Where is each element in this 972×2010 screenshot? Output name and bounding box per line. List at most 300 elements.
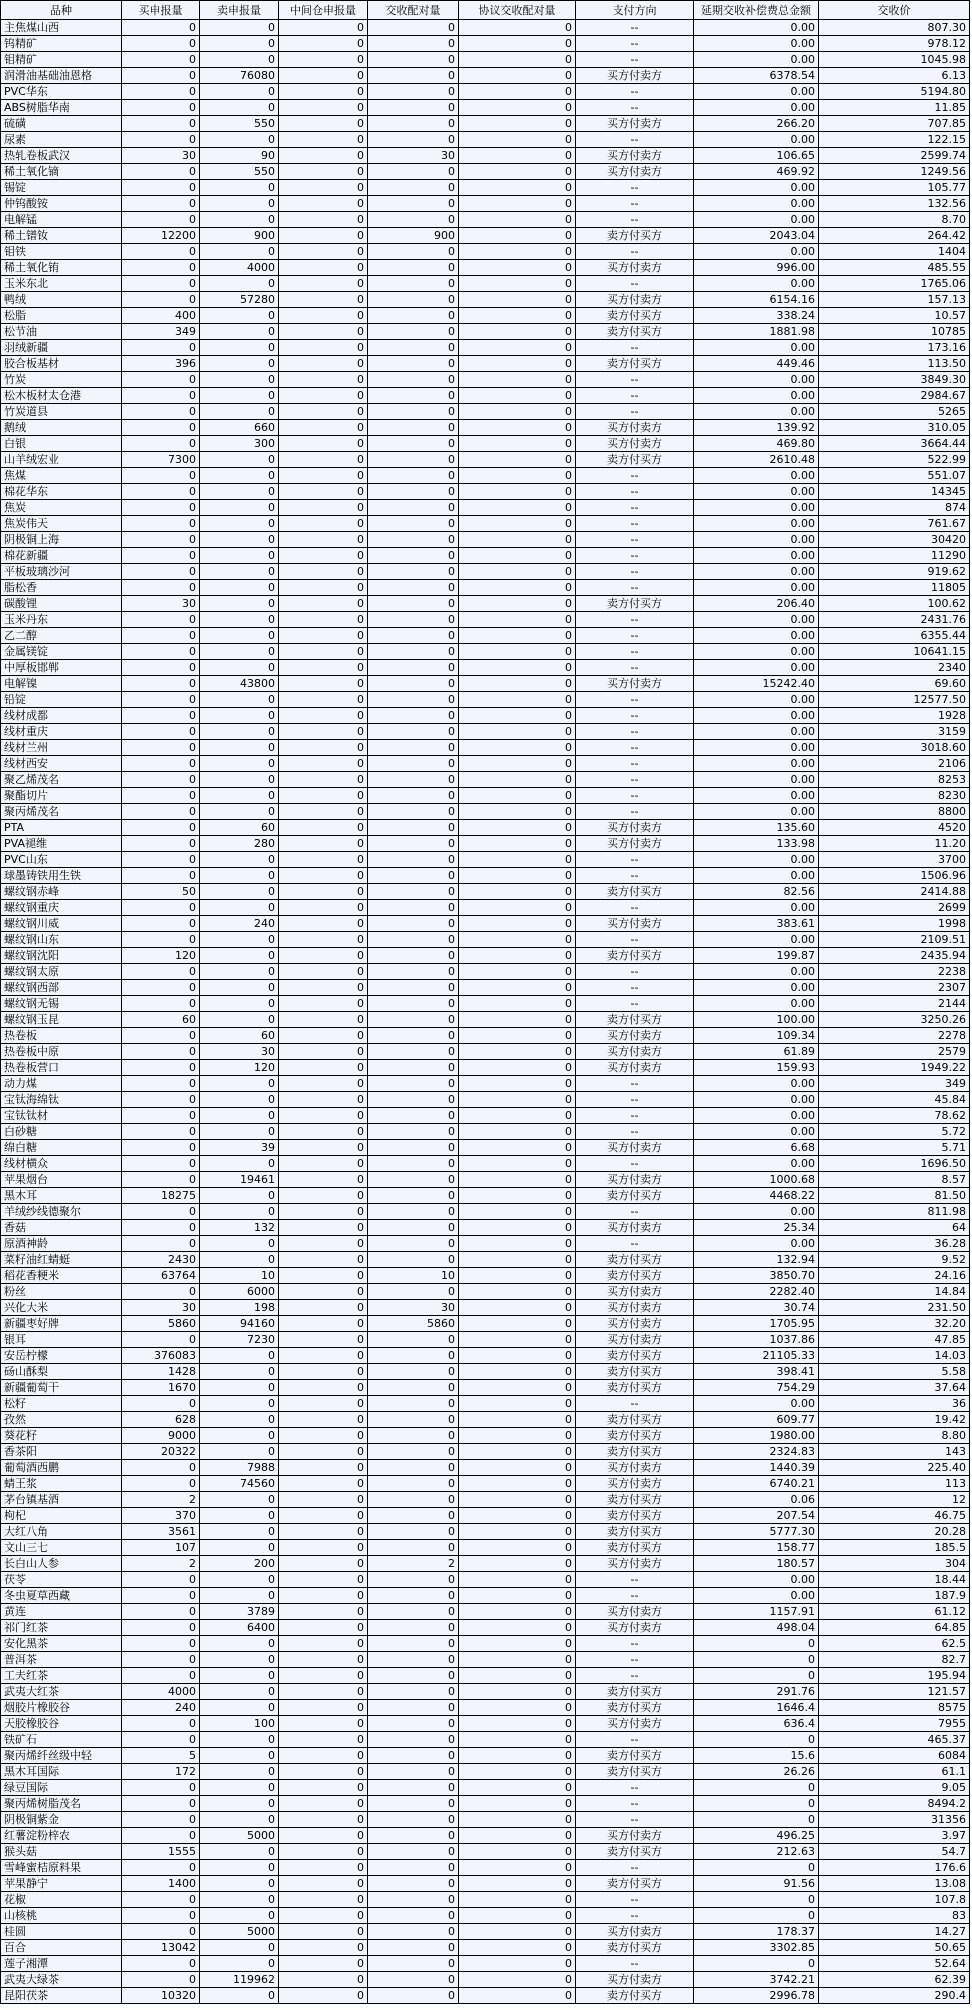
cell-intermediate-declared: 0 (279, 916, 368, 932)
cell-settlement-price: 195.94 (819, 1668, 970, 1684)
cell-intermediate-declared: 0 (279, 820, 368, 836)
cell-matched: 0 (368, 1700, 459, 1716)
cell-matched: 0 (368, 1428, 459, 1444)
cell-matched: 0 (368, 1652, 459, 1668)
cell-payment-direction: 买方付卖方 (576, 68, 694, 84)
table-row (1, 916, 970, 932)
cell-agreement-matched: 0 (459, 68, 576, 84)
cell-intermediate-declared: 0 (279, 388, 368, 404)
cell-product: 螺纹钢西部 (1, 980, 122, 996)
cell-agreement-matched: 0 (459, 1780, 576, 1796)
cell-deferred-compensation: 106.65 (694, 148, 819, 164)
cell-buy-declared: 0 (122, 708, 200, 724)
table-row (1, 900, 970, 916)
cell-payment-direction: -- (576, 1236, 694, 1252)
cell-deferred-compensation: 0.00 (694, 468, 819, 484)
cell-deferred-compensation: 1157.91 (694, 1604, 819, 1620)
table-row (1, 276, 970, 292)
cell-deferred-compensation: 139.92 (694, 420, 819, 436)
cell-product: 线材重庆 (1, 724, 122, 740)
cell-agreement-matched: 0 (459, 1380, 576, 1396)
table-row (1, 804, 970, 820)
cell-matched: 0 (368, 1012, 459, 1028)
cell-deferred-compensation: 496.25 (694, 1828, 819, 1844)
cell-product: 阴极铜上海 (1, 532, 122, 548)
cell-intermediate-declared: 0 (279, 404, 368, 420)
cell-sell-declared: 120 (200, 1060, 279, 1076)
cell-settlement-price: 52.64 (819, 1956, 970, 1972)
cell-deferred-compensation: 291.76 (694, 1684, 819, 1700)
table-row (1, 1684, 970, 1700)
cell-agreement-matched: 0 (459, 1748, 576, 1764)
table-row (1, 1716, 970, 1732)
cell-product: 线材西安 (1, 756, 122, 772)
cell-buy-declared: 0 (122, 1780, 200, 1796)
cell-payment-direction: -- (576, 980, 694, 996)
cell-matched: 0 (368, 68, 459, 84)
cell-agreement-matched: 0 (459, 676, 576, 692)
cell-deferred-compensation: 21105.33 (694, 1348, 819, 1364)
cell-settlement-price: 11.85 (819, 100, 970, 116)
cell-sell-declared: 132 (200, 1220, 279, 1236)
cell-payment-direction: -- (576, 468, 694, 484)
cell-payment-direction: -- (576, 724, 694, 740)
cell-agreement-matched: 0 (459, 100, 576, 116)
cell-settlement-price: 3250.26 (819, 1012, 970, 1028)
header-deferred-compensation: 延期交收补偿费总金额 (694, 1, 819, 20)
cell-intermediate-declared: 0 (279, 1780, 368, 1796)
cell-product: 蜻王浆 (1, 1476, 122, 1492)
table-row (1, 244, 970, 260)
cell-buy-declared: 0 (122, 1204, 200, 1220)
cell-agreement-matched: 0 (459, 1108, 576, 1124)
cell-buy-declared: 0 (122, 660, 200, 676)
cell-product: 竹炭 (1, 372, 122, 388)
cell-deferred-compensation: 1440.39 (694, 1460, 819, 1476)
cell-buy-declared: 2430 (122, 1252, 200, 1268)
cell-deferred-compensation: 0.00 (694, 404, 819, 420)
cell-payment-direction: -- (576, 628, 694, 644)
table-row (1, 772, 970, 788)
cell-agreement-matched: 0 (459, 1556, 576, 1572)
cell-product: 黑木耳 (1, 1188, 122, 1204)
cell-product: 大红八角 (1, 1524, 122, 1540)
cell-sell-declared: 0 (200, 1668, 279, 1684)
cell-agreement-matched: 0 (459, 884, 576, 900)
cell-settlement-price: 1506.96 (819, 868, 970, 884)
cell-payment-direction: 卖方付买方 (576, 1524, 694, 1540)
cell-payment-direction: 卖方付买方 (576, 228, 694, 244)
cell-product: 竹炭道县 (1, 404, 122, 420)
cell-agreement-matched: 0 (459, 1460, 576, 1476)
cell-buy-declared: 400 (122, 308, 200, 324)
cell-matched: 0 (368, 212, 459, 228)
cell-intermediate-declared: 0 (279, 1636, 368, 1652)
cell-sell-declared: 0 (200, 1012, 279, 1028)
cell-sell-declared: 0 (200, 1748, 279, 1764)
cell-matched: 0 (368, 436, 459, 452)
cell-product: 线材成都 (1, 708, 122, 724)
cell-agreement-matched: 0 (459, 1428, 576, 1444)
cell-intermediate-declared: 0 (279, 1988, 368, 2004)
cell-matched: 0 (368, 1124, 459, 1140)
table-row (1, 1204, 970, 1220)
cell-deferred-compensation: 266.20 (694, 116, 819, 132)
cell-agreement-matched: 0 (459, 1028, 576, 1044)
cell-payment-direction: -- (576, 788, 694, 804)
table-row (1, 1076, 970, 1092)
cell-matched: 0 (368, 1044, 459, 1060)
cell-settlement-price: 5.72 (819, 1124, 970, 1140)
cell-matched: 0 (368, 1540, 459, 1556)
cell-deferred-compensation: 25.34 (694, 1220, 819, 1236)
cell-payment-direction: -- (576, 100, 694, 116)
cell-intermediate-declared: 0 (279, 292, 368, 308)
cell-sell-declared: 0 (200, 532, 279, 548)
cell-intermediate-declared: 0 (279, 1828, 368, 1844)
header-intermediate-declared: 中间仓申报量 (279, 1, 368, 20)
cell-payment-direction: -- (576, 660, 694, 676)
cell-sell-declared: 0 (200, 1876, 279, 1892)
cell-sell-declared: 0 (200, 1796, 279, 1812)
cell-product: 松脂 (1, 308, 122, 324)
cell-deferred-compensation: 26.26 (694, 1764, 819, 1780)
cell-agreement-matched: 0 (459, 420, 576, 436)
table-row (1, 980, 970, 996)
cell-settlement-price: 62.39 (819, 1972, 970, 1988)
cell-product: 稀土氧化镝 (1, 164, 122, 180)
cell-payment-direction: -- (576, 20, 694, 36)
cell-deferred-compensation: 2610.48 (694, 452, 819, 468)
table-row (1, 1284, 970, 1300)
cell-product: 新疆枣好牌 (1, 1316, 122, 1332)
cell-buy-declared: 0 (122, 36, 200, 52)
cell-agreement-matched: 0 (459, 836, 576, 852)
cell-sell-declared: 5000 (200, 1828, 279, 1844)
cell-product: 武夷大绿茶 (1, 1972, 122, 1988)
cell-agreement-matched: 0 (459, 580, 576, 596)
cell-payment-direction: -- (576, 1108, 694, 1124)
cell-sell-declared: 19461 (200, 1172, 279, 1188)
cell-payment-direction: 买方付卖方 (576, 1172, 694, 1188)
cell-intermediate-declared: 0 (279, 996, 368, 1012)
cell-product: 电解镍 (1, 676, 122, 692)
cell-settlement-price: 47.85 (819, 1332, 970, 1348)
cell-buy-declared: 0 (122, 1956, 200, 1972)
cell-agreement-matched: 0 (459, 1188, 576, 1204)
cell-matched: 0 (368, 868, 459, 884)
cell-buy-declared: 18275 (122, 1188, 200, 1204)
cell-sell-declared: 94160 (200, 1316, 279, 1332)
table-row (1, 932, 970, 948)
cell-payment-direction: 买方付卖方 (576, 116, 694, 132)
cell-sell-declared: 0 (200, 276, 279, 292)
cell-matched: 0 (368, 1844, 459, 1860)
cell-agreement-matched: 0 (459, 1828, 576, 1844)
cell-settlement-price: 2238 (819, 964, 970, 980)
cell-intermediate-declared: 0 (279, 1604, 368, 1620)
cell-deferred-compensation: 0.00 (694, 36, 819, 52)
cell-deferred-compensation: 2282.40 (694, 1284, 819, 1300)
cell-deferred-compensation: 0.00 (694, 20, 819, 36)
cell-buy-declared: 0 (122, 724, 200, 740)
table-row (1, 1108, 970, 1124)
cell-intermediate-declared: 0 (279, 1684, 368, 1700)
cell-buy-declared: 0 (122, 612, 200, 628)
cell-intermediate-declared: 0 (279, 676, 368, 692)
cell-sell-declared: 5000 (200, 1924, 279, 1940)
table-row (1, 964, 970, 980)
cell-matched: 0 (368, 1780, 459, 1796)
cell-settlement-price: 36.28 (819, 1236, 970, 1252)
cell-intermediate-declared: 0 (279, 1044, 368, 1060)
cell-payment-direction: -- (576, 388, 694, 404)
cell-settlement-price: 522.99 (819, 452, 970, 468)
cell-agreement-matched: 0 (459, 228, 576, 244)
cell-sell-declared: 0 (200, 1236, 279, 1252)
cell-payment-direction: 卖方付买方 (576, 1684, 694, 1700)
cell-product: 钼精矿 (1, 52, 122, 68)
cell-buy-declared: 0 (122, 516, 200, 532)
cell-settlement-price: 14.84 (819, 1284, 970, 1300)
cell-agreement-matched: 0 (459, 1348, 576, 1364)
cell-payment-direction: -- (576, 644, 694, 660)
cell-sell-declared: 0 (200, 644, 279, 660)
cell-product: 普洱茶 (1, 1652, 122, 1668)
cell-settlement-price: 19.42 (819, 1412, 970, 1428)
table-row (1, 1748, 970, 1764)
cell-product: 锡锭 (1, 180, 122, 196)
cell-matched: 0 (368, 1828, 459, 1844)
cell-deferred-compensation: 0.00 (694, 980, 819, 996)
table-row (1, 1940, 970, 1956)
table-row (1, 1268, 970, 1284)
cell-intermediate-declared: 0 (279, 20, 368, 36)
cell-deferred-compensation: 0.00 (694, 244, 819, 260)
cell-agreement-matched: 0 (459, 516, 576, 532)
cell-deferred-compensation: 2996.78 (694, 1988, 819, 2004)
cell-buy-declared: 0 (122, 132, 200, 148)
cell-intermediate-declared: 0 (279, 100, 368, 116)
cell-buy-declared: 0 (122, 52, 200, 68)
cell-settlement-price: 3700 (819, 852, 970, 868)
cell-deferred-compensation: 0.00 (694, 1092, 819, 1108)
cell-agreement-matched: 0 (459, 1732, 576, 1748)
cell-product: 尿素 (1, 132, 122, 148)
cell-payment-direction: 卖方付买方 (576, 1412, 694, 1428)
cell-product: 稀土镨钕 (1, 228, 122, 244)
cell-settlement-price: 2278 (819, 1028, 970, 1044)
cell-intermediate-declared: 0 (279, 1796, 368, 1812)
table-row (1, 1428, 970, 1444)
cell-intermediate-declared: 0 (279, 1508, 368, 1524)
cell-settlement-price: 707.85 (819, 116, 970, 132)
cell-deferred-compensation: 0.00 (694, 196, 819, 212)
cell-agreement-matched: 0 (459, 564, 576, 580)
cell-deferred-compensation: 0.00 (694, 1156, 819, 1172)
cell-product: 昆阳茯茶 (1, 1988, 122, 2004)
cell-product: 山核桃 (1, 1908, 122, 1924)
cell-intermediate-declared: 0 (279, 1476, 368, 1492)
cell-agreement-matched: 0 (459, 1060, 576, 1076)
table-row (1, 116, 970, 132)
cell-deferred-compensation: 0.00 (694, 964, 819, 980)
cell-settlement-price: 113.50 (819, 356, 970, 372)
cell-matched: 30 (368, 148, 459, 164)
table-row (1, 1044, 970, 1060)
cell-payment-direction: 买方付卖方 (576, 436, 694, 452)
cell-buy-declared: 0 (122, 1140, 200, 1156)
cell-sell-declared: 300 (200, 436, 279, 452)
cell-intermediate-declared: 0 (279, 1716, 368, 1732)
cell-buy-declared: 0 (122, 1588, 200, 1604)
cell-deferred-compensation: 0.00 (694, 532, 819, 548)
cell-buy-declared: 0 (122, 468, 200, 484)
cell-matched: 0 (368, 772, 459, 788)
table-row (1, 452, 970, 468)
cell-intermediate-declared: 0 (279, 1156, 368, 1172)
cell-matched: 0 (368, 660, 459, 676)
cell-product: 鸭绒 (1, 292, 122, 308)
cell-agreement-matched: 0 (459, 1124, 576, 1140)
cell-matched: 0 (368, 1444, 459, 1460)
cell-sell-declared: 90 (200, 148, 279, 164)
table-row (1, 1620, 970, 1636)
table-row (1, 1316, 970, 1332)
cell-buy-declared: 172 (122, 1764, 200, 1780)
cell-payment-direction: 卖方付买方 (576, 1700, 694, 1716)
cell-settlement-price: 32.20 (819, 1316, 970, 1332)
cell-agreement-matched: 0 (459, 996, 576, 1012)
header-buy-declared: 买申报量 (122, 1, 200, 20)
cell-product: 松籽 (1, 1396, 122, 1412)
cell-settlement-price: 8.80 (819, 1428, 970, 1444)
cell-buy-declared: 0 (122, 1108, 200, 1124)
cell-product: 祁门红茶 (1, 1620, 122, 1636)
cell-intermediate-declared: 0 (279, 932, 368, 948)
cell-matched: 0 (368, 1604, 459, 1620)
cell-sell-declared: 0 (200, 1076, 279, 1092)
cell-buy-declared: 376083 (122, 1348, 200, 1364)
cell-buy-declared: 20322 (122, 1444, 200, 1460)
cell-intermediate-declared: 0 (279, 132, 368, 148)
cell-intermediate-declared: 0 (279, 1172, 368, 1188)
cell-intermediate-declared: 0 (279, 1300, 368, 1316)
cell-matched: 0 (368, 1956, 459, 1972)
cell-agreement-matched: 0 (459, 1540, 576, 1556)
cell-matched: 0 (368, 1492, 459, 1508)
cell-intermediate-declared: 0 (279, 1908, 368, 1924)
cell-intermediate-declared: 0 (279, 1284, 368, 1300)
table-body (1, 20, 970, 2004)
cell-product: 黄连 (1, 1604, 122, 1620)
cell-product: 松木板材太仓港 (1, 388, 122, 404)
table-row (1, 1652, 970, 1668)
cell-product: 莲子湘潭 (1, 1956, 122, 1972)
cell-matched: 0 (368, 388, 459, 404)
cell-buy-declared: 0 (122, 1284, 200, 1300)
cell-sell-declared: 0 (200, 1380, 279, 1396)
cell-agreement-matched: 0 (459, 1044, 576, 1060)
table-row (1, 100, 970, 116)
cell-sell-declared: 0 (200, 868, 279, 884)
cell-matched: 0 (368, 1060, 459, 1076)
cell-payment-direction: -- (576, 500, 694, 516)
cell-intermediate-declared: 0 (279, 1444, 368, 1460)
cell-sell-declared: 6400 (200, 1620, 279, 1636)
cell-intermediate-declared: 0 (279, 1396, 368, 1412)
cell-intermediate-declared: 0 (279, 340, 368, 356)
cell-product: 猴头菇 (1, 1844, 122, 1860)
cell-payment-direction: 买方付卖方 (576, 1332, 694, 1348)
cell-intermediate-declared: 0 (279, 1124, 368, 1140)
table-row (1, 1508, 970, 1524)
cell-product: 铁矿石 (1, 1732, 122, 1748)
cell-settlement-price: 2109.51 (819, 932, 970, 948)
cell-product: 羽绒新疆 (1, 340, 122, 356)
cell-agreement-matched: 0 (459, 324, 576, 340)
cell-agreement-matched: 0 (459, 1860, 576, 1876)
cell-product: 螺纹钢太原 (1, 964, 122, 980)
cell-settlement-price: 8800 (819, 804, 970, 820)
cell-deferred-compensation: 0.00 (694, 692, 819, 708)
cell-payment-direction: -- (576, 1396, 694, 1412)
cell-intermediate-declared: 0 (279, 548, 368, 564)
cell-intermediate-declared: 0 (279, 868, 368, 884)
cell-product: 长白山人参 (1, 1556, 122, 1572)
cell-deferred-compensation: 0.00 (694, 996, 819, 1012)
cell-agreement-matched: 0 (459, 628, 576, 644)
cell-sell-declared: 280 (200, 836, 279, 852)
cell-sell-declared: 0 (200, 372, 279, 388)
cell-deferred-compensation: 0.00 (694, 212, 819, 228)
cell-payment-direction: -- (576, 564, 694, 580)
cell-sell-declared: 0 (200, 1204, 279, 1220)
cell-sell-declared: 7230 (200, 1332, 279, 1348)
cell-payment-direction: -- (576, 1908, 694, 1924)
cell-sell-declared: 198 (200, 1300, 279, 1316)
cell-agreement-matched: 0 (459, 164, 576, 180)
cell-product: 螺纹钢赤峰 (1, 884, 122, 900)
cell-payment-direction: 卖方付买方 (576, 1492, 694, 1508)
cell-agreement-matched: 0 (459, 1572, 576, 1588)
table-row (1, 1524, 970, 1540)
cell-matched: 0 (368, 852, 459, 868)
cell-intermediate-declared: 0 (279, 724, 368, 740)
table-row (1, 1556, 970, 1572)
cell-agreement-matched: 0 (459, 340, 576, 356)
cell-product: 中厚板邯郸 (1, 660, 122, 676)
cell-matched: 0 (368, 1668, 459, 1684)
cell-intermediate-declared: 0 (279, 244, 368, 260)
cell-agreement-matched: 0 (459, 452, 576, 468)
cell-deferred-compensation: 0.00 (694, 180, 819, 196)
cell-agreement-matched: 0 (459, 980, 576, 996)
cell-settlement-price: 1765.06 (819, 276, 970, 292)
cell-deferred-compensation: 0.00 (694, 484, 819, 500)
cell-agreement-matched: 0 (459, 244, 576, 260)
table-row (1, 1604, 970, 1620)
cell-buy-declared: 0 (122, 900, 200, 916)
cell-buy-declared: 0 (122, 84, 200, 100)
cell-agreement-matched: 0 (459, 1796, 576, 1812)
cell-product: 聚酯切片 (1, 788, 122, 804)
table-row (1, 1364, 970, 1380)
cell-sell-declared: 0 (200, 996, 279, 1012)
cell-buy-declared: 0 (122, 740, 200, 756)
cell-settlement-price: 2414.88 (819, 884, 970, 900)
cell-intermediate-declared: 0 (279, 1924, 368, 1940)
